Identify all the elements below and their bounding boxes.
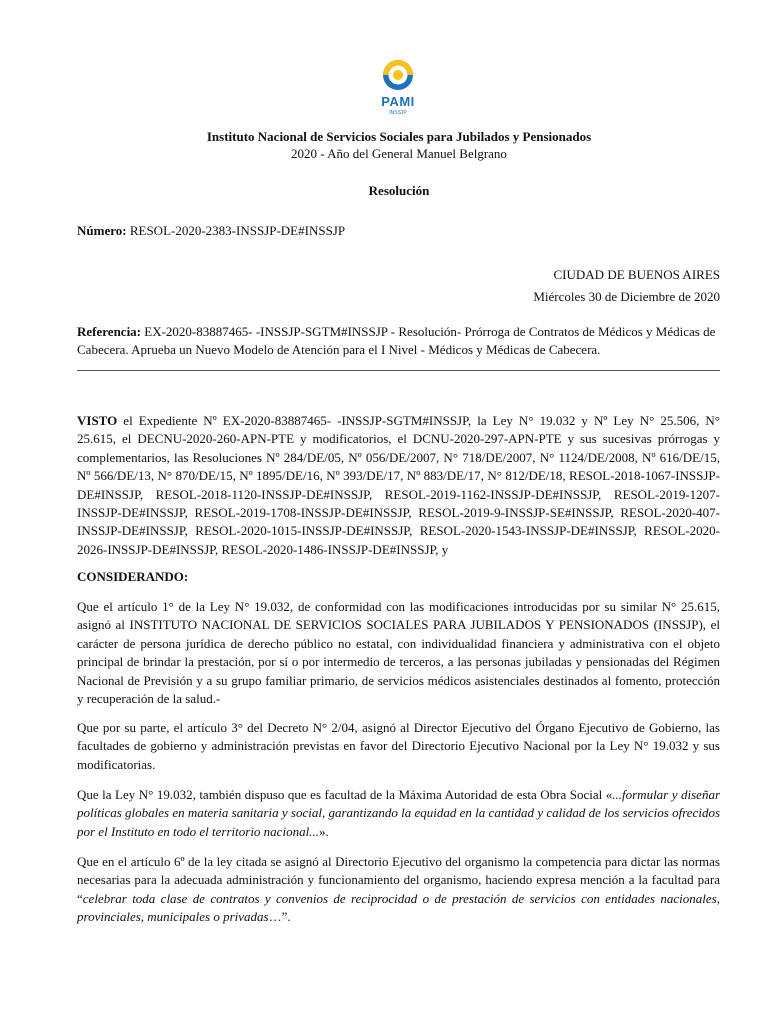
referencia-label: Referencia: (77, 324, 142, 339)
document-header (0, 128, 770, 199)
considerando-paragraph-3 (77, 786, 720, 841)
pami-logo (372, 58, 424, 118)
city-line: CIUDAD DE BUENOS AIRES (553, 267, 720, 282)
referencia-text: EX-2020-83887465- -INSSJP-SGTM#INSSJP - Resolución- Prórroga de Contratos de Médicos y Médicas de Cabecera. Aprueba un Nuevo Modelo de Atención para el I Nivel - Médicos y Médicas de Cabecera. (77, 324, 716, 358)
p3-quote: ...formular y diseñar políticas globales en materia sanitaria y social, garantizando la equidad en la cantidad y calidad de los servicios ofrecidos por el Instituto en todo el territorio nacional... (77, 787, 721, 839)
visto-text: el Expediente Nº EX-2020-83887465- -INSSJP-SGTM#INSSJP, la Ley N° 19.032 y Nº Ley N° 25.506, N° 25.615, el DECNU-2020-260-APN-PTE y modificatorios, el DCNU-2020-297-APN-PTE y sus sucesivas prórrogas y complementarios, las Resoluciones Nº 284/DE/05, Nº 056/DE/2007, N° 718/DE/2007, N° 1124/DE/2008, Nº 616/DE/15, Nº 566/DE/13, N° 870/DE/15, Nº 1895/DE/16, Nº 393/DE/17, Nº 883/DE/17, N° 812/DE/18, RESOL-2018-1067-INSSJP-DE#INSSJP, RESOL-2018-1120-INSSJP-DE#INSSJP, RESOL-2019-1162-INSSJP-DE#INSSJP, RESOL-2019-1207-INSSJP-DE#INSSJP, RESOL-2019-1708-INSSJP-DE#INSSJP, RESOL-2019-9-INSSJP-SE#INSSJP, RESOL-2020-407-INSSJP-DE#INSSJP, RESOL-2020-1015-INSSJP-DE#INSSJP, RESOL-2020-1543-INSSJP-DE#INSSJP, RESOL-2020-2026-INSSJP-DE#INSSJP, RESOL-2020-1486-INSSJP-DE#INSSJP, y (77, 413, 720, 557)
p4-text-start: Que en el artículo 6º de la ley citada se asignó al Directorio Ejecutivo del organismo la competencia para dictar las normas necesarias para la adecuada administración y funcionamiento del organismo, haciendo expresa mención a la facultad para “ (77, 854, 720, 906)
header-divider (77, 370, 720, 371)
number-label: Número: (77, 223, 127, 238)
resolution-number (77, 222, 345, 240)
pami-logo-subtext: INSSJP (389, 110, 407, 116)
considerando-heading: CONSIDERANDO: (77, 569, 189, 584)
institution-title: Instituto Nacional de Servicios Sociales para Jubilados y Pensionados (206, 129, 592, 144)
pami-logo-icon (372, 58, 424, 94)
considerando-paragraph-4 (77, 853, 720, 927)
p4-text-end: …”. (268, 909, 291, 925)
p3-text-end: ». (318, 823, 329, 839)
visto-paragraph (77, 412, 720, 559)
date-line: Miércoles 30 de Diciembre de 2020 (533, 289, 720, 304)
p4-quote: celebrar toda clase de contratos y convenios de reciprocidad o de prestación de servicios con entidades nacionales, provinciales, municipales o privadas (77, 890, 720, 925)
pami-logo-word: PAMI (381, 94, 415, 109)
document-type: Resolución (368, 183, 430, 198)
considerando-paragraph-2: Que por su parte, el artículo 3° del Decreto N° 2/04, asignó al Director Ejecutivo del Órgano Ejecutivo de Gobierno, las facultades de gobierno y administración previstas en favor del Directorio Ejecutivo Nacional por la Ley N° 19.032 y sus modificatorias. (77, 720, 720, 772)
considerando-paragraph-1: Que el artículo 1° de la Ley N° 19.032, de conformidad con las modificaciones introducidas por su similar N° 25.615, asignó al INSTITUTO NACIONAL DE SERVICIOS SOCIALES PARA JUBILADOS Y PENSIONADOS (INSSJP), el carácter de persona jurídica de derecho público no estatal, con individualidad financiera y administrativa con el objeto principal de brindar la prestación, por sí o por intermedio de terceros, a las personas jubiladas y pensionadas del Régimen Nacional de Previsión y a su grupo familiar primario, de servicios médicos asistenciales destinados al fomento, protección y recuperación de la salud.- (77, 599, 720, 707)
number-value: RESOL-2020-2383-INSSJP-DE#INSSJP (129, 223, 346, 238)
p3-text-start: Que la Ley N° 19.032, también dispuso que es facultad de la Máxima Autoridad de esta Obra Social « (77, 787, 613, 802)
referencia-block (77, 323, 720, 360)
year-line: 2020 - Año del General Manuel Belgrano (291, 146, 507, 161)
visto-label: VISTO (77, 413, 118, 428)
